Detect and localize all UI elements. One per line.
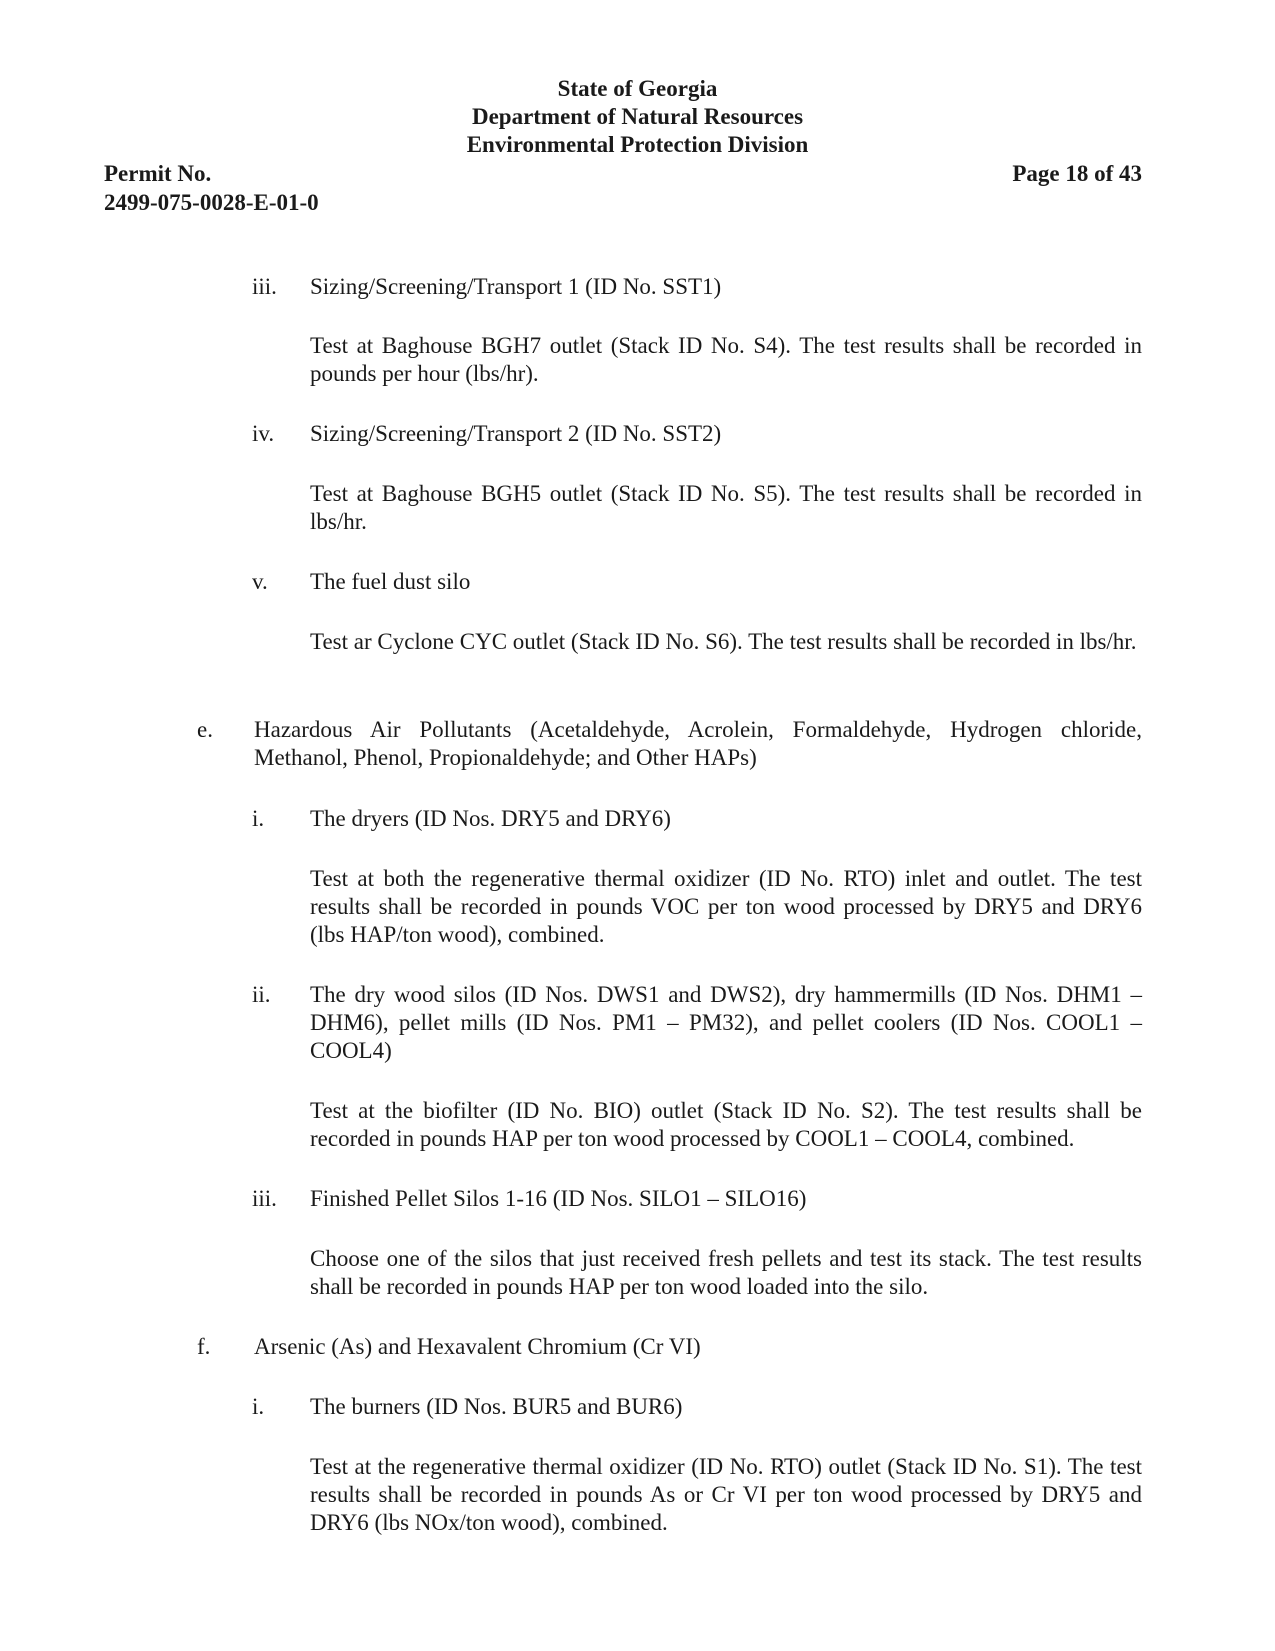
list-item-title: The burners (ID Nos. BUR5 and BUR6) [310, 1394, 683, 1419]
list-marker: iii. [252, 274, 277, 299]
section-title: Arsenic (As) and Hexavalent Chromium (Cr VI) [254, 1334, 701, 1359]
paragraph-burners: Test at the regenerative thermal oxidizer (ID No. RTO) outlet (Stack ID No. S1). The test results shall be recorded in pounds As or Cr VI per ton wood processed by DRY5 and DRY6 (lbs NOx/ton wood), combined. [310, 1454, 1142, 1535]
list-item-title: Sizing/Screening/Transport 2 (ID No. SST2) [310, 421, 722, 446]
list-marker: v. [252, 569, 268, 594]
list-item-title: The fuel dust silo [310, 569, 471, 594]
permit-block [104, 159, 319, 217]
permit-label: Permit No. [104, 161, 212, 186]
section-title: Hazardous Air Pollutants (Acetaldehyde, Acrolein, Formaldehyde, Hydrogen chloride, Methanol, Phenol, Propionaldehyde; and Other HAPs) [254, 717, 1142, 770]
list-marker: ii. [252, 982, 271, 1007]
header-state: State of Georgia [557, 76, 718, 101]
list-marker: i. [252, 806, 265, 831]
paragraph-dryers: Test at both the regenerative thermal oxidizer (ID No. RTO) inlet and outlet. The test results shall be recorded in pounds VOC per ton wood processed by DRY5 and DRY6 (lbs HAP/ton wood), combined. [310, 866, 1142, 947]
header-division: Environmental Protection Division [466, 132, 809, 157]
list-item-title: The dry wood silos (ID Nos. DWS1 and DWS2), dry hammermills (ID Nos. DHM1 – DHM6), pellet mills (ID Nos. PM1 – PM32), and pellet coolers (ID Nos. COOL1 – COOL4) [310, 982, 1142, 1063]
paragraph-fuel-dust-silo: Test ar Cyclone CYC outlet (Stack ID No. S6). The test results shall be recorded in lbs/hr. [310, 629, 1137, 654]
section-marker: e. [197, 717, 213, 742]
list-marker: iv. [252, 421, 275, 446]
page-number: Page 18 of 43 [1012, 161, 1142, 186]
paragraph-dry-wood-silos: Test at the biofilter (ID No. BIO) outlet (Stack ID No. S2). The test results shall be recorded in pounds HAP per ton wood processed by COOL1 – COOL4, combined. [310, 1098, 1142, 1151]
paragraph-finished-pellet-silos: Choose one of the silos that just received fresh pellets and test its stack. The test results shall be recorded in pounds HAP per ton wood loaded into the silo. [310, 1246, 1142, 1299]
paragraph-sst2: Test at Baghouse BGH5 outlet (Stack ID No. S5). The test results shall be recorded in lbs/hr. [310, 481, 1142, 534]
list-item-title: Finished Pellet Silos 1-16 (ID Nos. SILO1 – SILO16) [310, 1186, 807, 1211]
list-item-title: Sizing/Screening/Transport 1 (ID No. SST1) [310, 274, 722, 299]
list-marker: i. [252, 1394, 265, 1419]
list-marker: iii. [252, 1186, 277, 1211]
permit-number: 2499-075-0028-E-01-0 [104, 190, 319, 215]
section-marker: f. [197, 1334, 211, 1359]
paragraph-sst1: Test at Baghouse BGH7 outlet (Stack ID No. S4). The test results shall be recorded in pounds per hour (lbs/hr). [310, 333, 1142, 386]
header-department: Department of Natural Resources [471, 104, 804, 129]
list-item-title: The dryers (ID Nos. DRY5 and DRY6) [310, 806, 671, 831]
page-header [0, 75, 1275, 159]
